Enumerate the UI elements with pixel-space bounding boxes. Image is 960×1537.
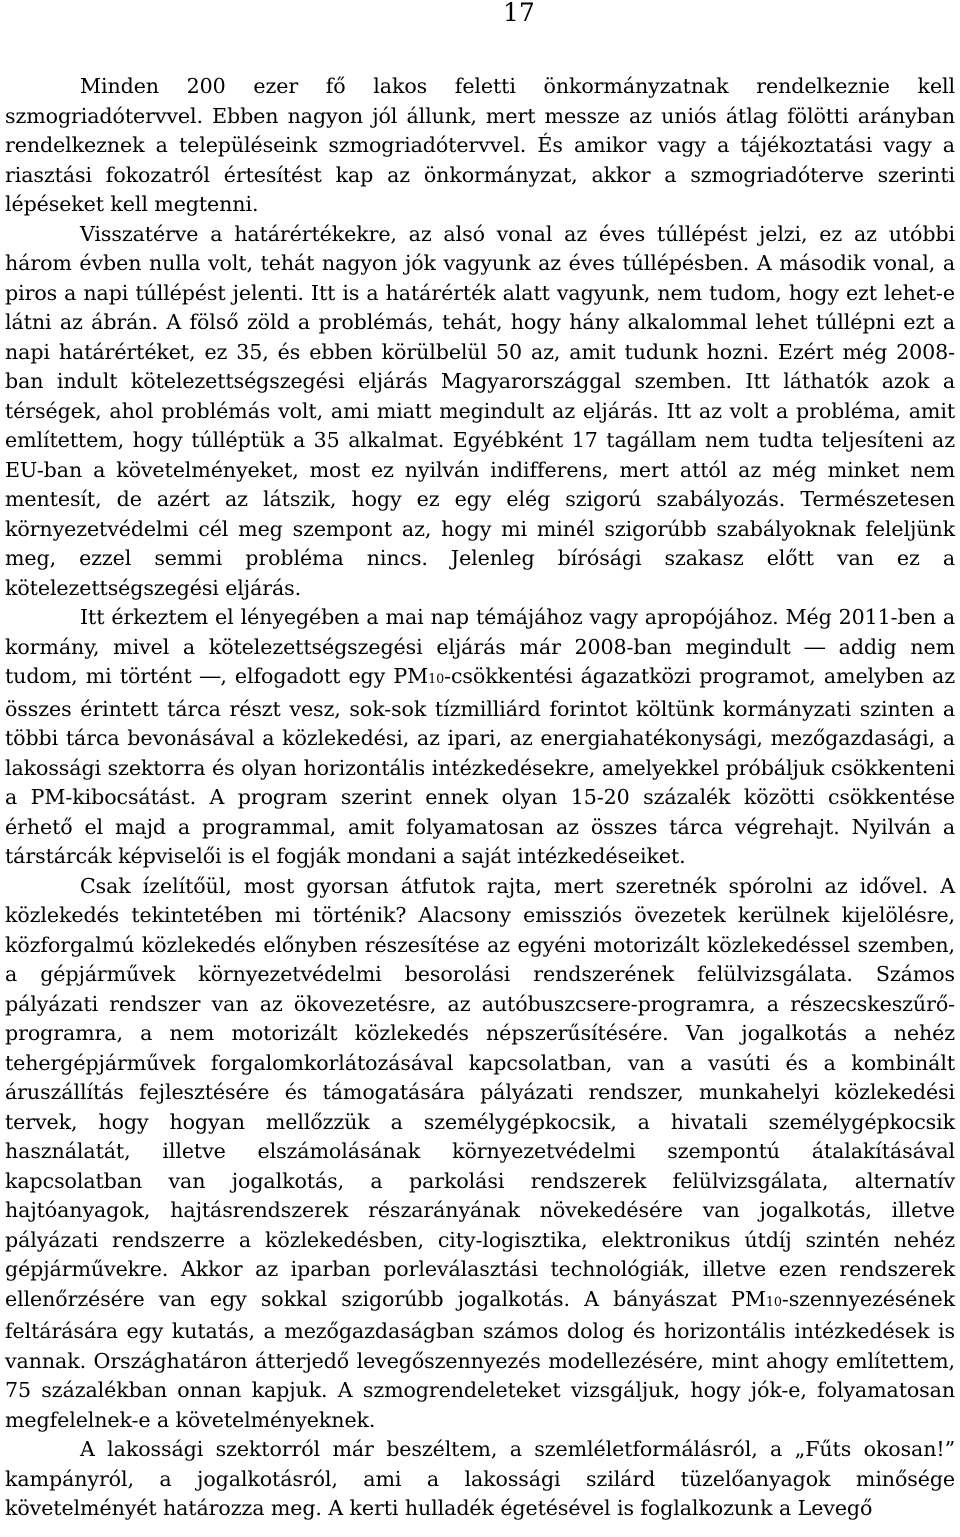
subscript: 10 — [765, 1294, 782, 1310]
paragraph-text-part: -csökkentési ágazatközi programot, amelyben az összes érintett tárca részt vesz, sok-sok tízmilliárd forintot költünk kormányzati szinten a többi tárca bevonásával a közlekedési, az ipari, az energiahatékonysági, mezőgazdasági, a lakossági szektorra és olyan horizontális intézkedésekre, amelyekkel próbáljuk csökkenteni a PM-kibocsátást. A program szerint ennek olyan 15-20 százalék közötti csökkentése érhető el majd a programmal, amit folyamatosan az összes tárca végrehajt. Nyilván a társtárcák képviselői is el fogják mondani a saját intézkedéseiket. — [5, 664, 955, 868]
subscript: 10 — [428, 672, 445, 687]
page-number: 17 — [503, 0, 535, 27]
paragraph-limit-values: Visszatérve a határértékekre, az alsó vonal az éves túllépést jelzi, ez az utóbbi három évben nulla volt, tehát nagyon jók vagyunk az éves túllépésben. A második vonal, a piros a napi túllépést jelenti. Itt is a határérték alatt vagyunk, nem tudom, hogy ezt lehet-e látni az ábrán. A fölső zöld a problémás, tehát, hogy hány alkalommal lehet túllépni ezt a napi határértéket, ez 35, és ebben körülbelül 50 az, amit tudunk hozni. Ezért még 2008-ban indult kötelezettségszegési eljárás Magyarországgal szemben. Itt láthatók azok a térségek, ahol problémás volt, ami miatt megindult az eljárás. Itt az volt a probléma, amit említettem, hogy túlléptük a 35 alkalmat. Egyébként 17 tagállam nem tudta teljesíteni az EU-ban a követelményeket, most ez nyilván indifferens, mert attól az még minket nem mentesít, de azért az látszik, hogy ez egy elég szigorú szabályozás. Természetesen környezetvédelmi cél meg szempont az, hogy mi minél szigorúbb szabályoknak feleljünk meg, ezzel semmi probléma nincs. Jelenleg bírósági szakasz előtt van ez a kötelezettségszegési eljárás. — [5, 221, 955, 600]
paragraph-transport-measures — [5, 872, 955, 1436]
paragraph-pm-reduction-program — [5, 603, 955, 872]
paragraph-text-part: -szennyezésének feltárására egy kutatás, a mezőgazdaságban számos dolog és horizontális intézkedések is vannak. Országhatáron átterjedő levegőszennyezés modellezésére, mint ahogy említettem, 75 százalékban onnan kapjuk. A szmogrendeleteket vizsgáljuk, hogy jók-e, folyamatosan megfelelnek-e a követelményeknek. — [5, 1286, 955, 1432]
paragraph-smog-alert-plans: Minden 200 ezer fő lakos feletti önkormányzatnak rendelkeznie kell szmogriadótervvel. Ebben nagyon jól állunk, mert messze az uniós átlag fölötti arányban rendelkeznek a településeink szmogriadótervvel. És amikor vagy a tájékoztatási vagy a riasztási fokozatról értesítést kap az önkormányzat, akkor a szmogriadóterve szerinti lépéseket kell megtenni. — [5, 74, 955, 216]
paragraph-text-part: Csak ízelítőül, most gyorsan átfutok rajta, mert szeretnék spórolni az idővel. A közlekedés tekintetében mi történik? Alacsony emissziós övezetek kerülnek kijelölésre, közforgalmú közlekedés előnyben részesítése az egyéni motorizált közlekedéssel szemben, a gépjárművek környezetvédelmi besorolási rendszerének felülvizsgálata. Számos pályázati rendszer van az ökovezetésre, az autóbuszcsere-programra, a részecskeszűrő-programra, a nem motorizált közlekedés népszerűsítésére. Van jogalkotás a nehéz tehergépjárművek forgalomkorlátozásával kapcsolatban, van a vasúti és a kombinált áruszállítás fejlesztésére és támogatására pályázati rendszer, munkahelyi közlekedési tervek, hogy hogyan mellőzzük a személygépkocsik, a hivatali személygépkocsik használatát, illetve elszámolásának környezetvédelmi szempontú átalakításával kapcsolatban van jogalkotás, a parkolási rendszerek felülvizsgálata, alternatív hajtóanyagok, hajtásrendszerek részarányának növekedésére van jogalkotás, illetve pályázati rendszerre a közlekedésben, city-logisztika, elektronikus útdíj szintén nehéz gépjárművekre. Akkor az iparban porleválasztási technológiák, illetve ezen rendszerek ellenőrzésére van egy sokkal szigorúbb jogalkotás. A bányászat PM — [5, 873, 955, 1311]
paragraph-household-sector: A lakossági szektorról már beszéltem, a szemléletformálásról, a „Fűts okosan!” kampányról, a jogalkotásról, ami a lakossági szilárd tüzelőanyagok minősége követelményét határozza meg. A kerti hulladék égetésével is foglalkozunk a Levegő — [5, 1437, 955, 1520]
document-body — [5, 72, 955, 1524]
paragraph-text-part: Itt érkeztem el lényegében a mai nap témájához vagy apropójához. Még 2011-ben a kormány, mivel a kötelezettségszegési eljárás már 2008-ban megindult ― addig nem tudom, mi történt ―, elfogadott egy PM — [5, 605, 955, 688]
